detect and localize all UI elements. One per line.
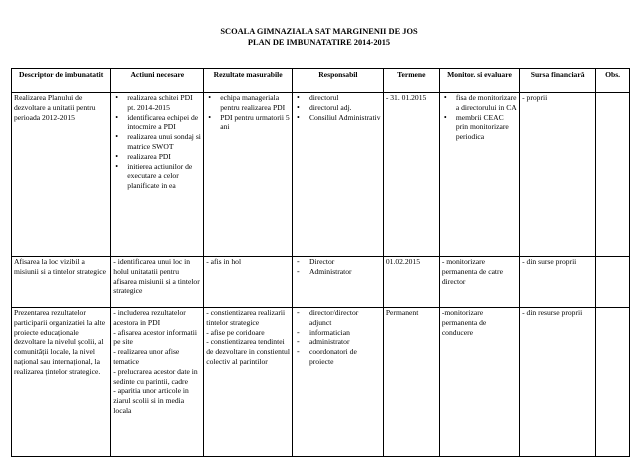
deadline-cell: Permanent	[383, 308, 439, 457]
obs-cell	[596, 257, 630, 308]
monitoring-cell	[439, 93, 519, 257]
column-header: Termene	[383, 69, 439, 93]
column-header: Responsabil	[292, 69, 383, 93]
list-item: - aparitia unor articole in ziarul scolii si in media locala	[113, 386, 189, 415]
column-header: Actiuni necesare	[111, 69, 204, 93]
actions-cell	[111, 308, 204, 457]
column-header: Monitor. si evaluare	[439, 69, 519, 93]
monitoring-cell: -monitorizare permanenta de conducere	[439, 308, 519, 457]
list-item: • realizarea schitei PDI pt. 2014-2015	[127, 93, 201, 113]
table-row	[12, 308, 630, 457]
column-header: Descriptor de imbunatatit	[12, 69, 111, 93]
improvement-plan-table	[11, 68, 630, 457]
list-item: • membrii CEAC prin monitorizare periodica	[456, 113, 517, 142]
obs-cell	[596, 308, 630, 457]
list-item: • realizarea unui sondaj si matrice SWOT	[127, 132, 201, 152]
list-item: - Administrator	[309, 267, 381, 277]
actions-cell	[111, 93, 204, 257]
list-item: - constientizarea realizarii tintelor strategice	[206, 308, 286, 327]
list-item: • directorul adj.	[309, 103, 381, 113]
list-item: - prelucrarea acestor date in sedinte cu parintii, cadre	[113, 366, 198, 386]
list-item: - coordonatori de proiecte	[309, 347, 381, 367]
school-name: SCOALA GIMNAZIALA SAT MARGINENII DE JOS	[220, 27, 418, 36]
list-item: • realizarea PDI	[127, 152, 201, 162]
column-header: Rezultate masurabile	[204, 69, 293, 93]
responsible-cell	[292, 93, 383, 257]
list-item: - Director	[309, 257, 381, 267]
list-item: - afise pe coridoare	[206, 327, 265, 337]
table-row	[12, 257, 630, 308]
list-item: • identificarea echipei de intocmire a PDI	[127, 113, 201, 133]
results-cell: - afis in hol	[204, 257, 293, 308]
list-item: - realizarea unor afise tematice	[113, 347, 180, 366]
table-row	[12, 93, 630, 257]
table-header-row	[12, 69, 630, 93]
responsible-cell	[292, 308, 383, 457]
results-cell	[204, 308, 293, 457]
list-item: • fisa de monitorizare a directorului in CA	[456, 93, 517, 113]
column-header: Obs.	[596, 69, 630, 93]
list-item: - afisarea acestor informatii pe site	[113, 327, 197, 347]
list-item: • PDI pentru urmatorii 5 ani	[220, 113, 290, 133]
obs-cell	[596, 93, 630, 257]
results-cell	[204, 93, 293, 257]
list-item: - includerea rezultatelor acestora in PDI	[113, 308, 186, 327]
list-item: - director/director adjunct	[309, 308, 381, 328]
plan-title: PLAN DE IMBUNATATIRE 2014-2015	[247, 38, 391, 47]
deadline-cell: 01.02.2015	[383, 257, 439, 308]
list-item: • initierea actiunilor de executare a celor planificate in ea	[127, 162, 201, 191]
descriptor-cell: Afisarea la loc vizibil a misiunii si a tintelor strategice	[12, 257, 111, 308]
descriptor-cell: Prezentarea rezultatelor participarii organizatiei la alte proiecte educaționale dezvoltare la nivelul școlii, al comunității locale, la nivel național sau internațional, la realizarea țintelor strategice.	[12, 308, 111, 457]
list-item: • directorul	[309, 93, 381, 103]
financing-cell: - din surse proprii	[520, 257, 596, 308]
list-item: - informatician	[309, 328, 381, 338]
responsible-cell	[292, 257, 383, 308]
deadline-cell: - 31. 01.2015	[383, 93, 439, 257]
list-item: • Consiliul Administrativ	[309, 113, 381, 123]
descriptor-cell: Realizarea Planului de dezvoltare a unitatii pentru perioada 2012-2015	[12, 93, 111, 257]
list-item: - constientizarea tendintei de dezvoltare in constientul colectiv al parintilor	[206, 337, 290, 366]
list-item: - administrator	[309, 337, 381, 347]
monitoring-cell: - monitorizare permanenta de catre director	[439, 257, 519, 308]
financing-cell: - proprii	[520, 93, 596, 257]
list-item: • echipa manageriala pentru realizarea PDI	[220, 93, 290, 113]
actions-cell: - identificarea unui loc in holul unitatatii pentru afisarea misiunii si a tintelor strategice	[111, 257, 204, 308]
column-header: Sursa financiară	[520, 69, 596, 93]
financing-cell: - din resurse proprii	[520, 308, 596, 457]
